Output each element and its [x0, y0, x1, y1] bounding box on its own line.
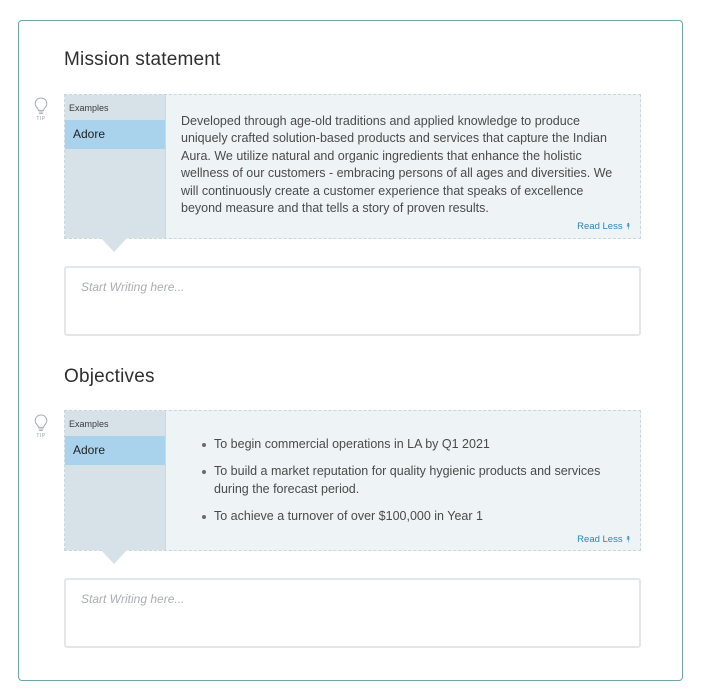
examples-pointer: [101, 238, 127, 252]
mission-statement-input[interactable]: [64, 266, 641, 336]
tip-label: TIP: [36, 116, 46, 122]
lightbulb-icon: [34, 414, 48, 432]
examples-panel: [64, 94, 641, 239]
example-text: Developed through age-old traditions and applied knowledge to produce uniquely crafted solution-based products and services that capture the Indian Aura. We utilize natural and organic ingredients that enhance the holistic wellness of our customers - embracing persons of all ages and diversities. We will continuously create a customer experience that speaks of excellence beyond measure and that tells a story of proven results.: [181, 114, 613, 216]
list-item: To build a market reputation for quality hygienic products and services during the forecast period.: [200, 463, 616, 498]
section-title: Objectives: [64, 366, 155, 387]
example-item-adore[interactable]: Adore: [65, 120, 165, 149]
double-chevron-up-icon: ⯭: [625, 534, 631, 544]
lightbulb-icon: [34, 97, 48, 115]
tip-indicator[interactable]: [32, 414, 50, 439]
example-item-adore[interactable]: Adore: [65, 436, 165, 465]
read-less-link[interactable]: [577, 221, 631, 232]
examples-sidebar: [65, 95, 166, 238]
examples-panel: [64, 410, 641, 551]
examples-label: Examples: [69, 103, 109, 113]
objectives-list: [200, 436, 616, 526]
list-item: To begin commercial operations in LA by Q1 2021: [200, 436, 616, 453]
examples-label: Examples: [69, 419, 109, 429]
example-bullets: [200, 436, 616, 536]
read-less-label: Read Less: [577, 221, 623, 232]
tip-indicator[interactable]: [32, 97, 50, 122]
read-less-link[interactable]: [577, 534, 631, 545]
objectives-input[interactable]: [64, 578, 641, 648]
list-item: To achieve a turnover of over $100,000 in Year 1: [200, 508, 616, 525]
read-less-label: Read Less: [577, 534, 623, 545]
tip-label: TIP: [36, 433, 46, 439]
business-plan-card: [18, 20, 683, 681]
examples-sidebar: [65, 411, 166, 550]
section-title: Mission statement: [64, 49, 221, 70]
examples-pointer: [101, 550, 127, 564]
double-chevron-up-icon: ⯭: [625, 221, 631, 231]
